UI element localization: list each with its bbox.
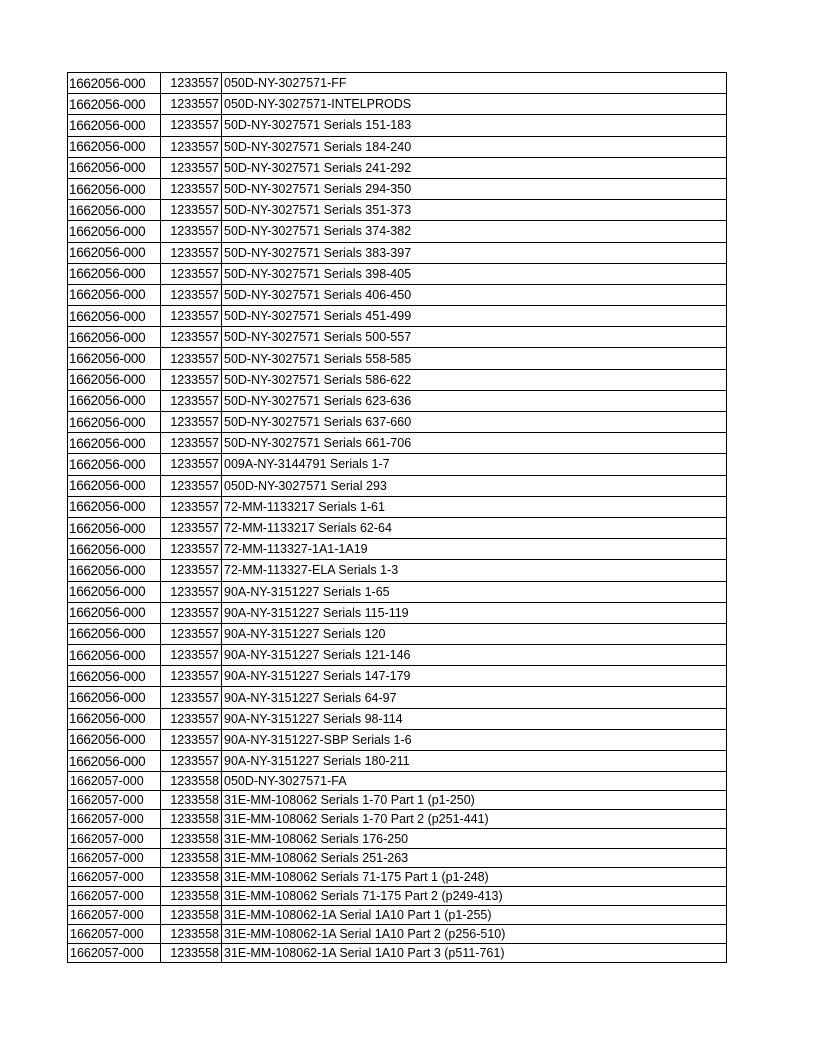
cell-request-number: 1662056-000 [68,560,161,581]
cell-file-description: 50D-NY-3027571 Serials 623-636 [222,390,727,411]
cell-file-description: 50D-NY-3027571 Serials 558-585 [222,348,727,369]
cell-request-number: 1662056-000 [68,602,161,623]
cell-file-description: 50D-NY-3027571 Serials 241-292 [222,157,727,178]
cell-request-number: 1662057-000 [68,810,161,829]
cell-record-number: 1233558 [161,886,222,905]
cell-request-number: 1662056-000 [68,496,161,517]
records-table [67,72,727,963]
table-row [68,924,727,943]
cell-file-description: 31E-MM-108062 Serials 176-250 [222,829,727,848]
cell-file-description: 50D-NY-3027571 Serials 184-240 [222,136,727,157]
cell-record-number: 1233557 [161,242,222,263]
cell-record-number: 1233558 [161,944,222,963]
table-row [68,729,727,750]
cell-request-number: 1662057-000 [68,905,161,924]
cell-request-number: 1662057-000 [68,829,161,848]
cell-request-number: 1662056-000 [68,708,161,729]
cell-file-description: 50D-NY-3027571 Serials 294-350 [222,178,727,199]
cell-record-number: 1233557 [161,729,222,750]
cell-record-number: 1233557 [161,496,222,517]
cell-request-number: 1662056-000 [68,729,161,750]
cell-file-description: 31E-MM-108062 Serials 71-175 Part 2 (p249-413) [222,886,727,905]
cell-request-number: 1662056-000 [68,581,161,602]
cell-file-description: 90A-NY-3151227 Serials 121-146 [222,645,727,666]
cell-record-number: 1233557 [161,602,222,623]
cell-request-number: 1662056-000 [68,263,161,284]
table-row [68,496,727,517]
table-row [68,306,727,327]
cell-request-number: 1662057-000 [68,772,161,791]
table-row [68,687,727,708]
cell-request-number: 1662056-000 [68,178,161,199]
cell-record-number: 1233557 [161,454,222,475]
cell-request-number: 1662056-000 [68,475,161,496]
cell-request-number: 1662056-000 [68,390,161,411]
cell-record-number: 1233558 [161,829,222,848]
cell-file-description: 50D-NY-3027571 Serials 500-557 [222,327,727,348]
cell-file-description: 90A-NY-3151227 Serials 98-114 [222,708,727,729]
cell-file-description: 050D-NY-3027571-FA [222,772,727,791]
cell-record-number: 1233557 [161,200,222,221]
cell-record-number: 1233558 [161,905,222,924]
table-row [68,867,727,886]
cell-request-number: 1662056-000 [68,242,161,263]
cell-request-number: 1662057-000 [68,886,161,905]
cell-record-number: 1233557 [161,560,222,581]
cell-file-description: 009A-NY-3144791 Serials 1-7 [222,454,727,475]
cell-record-number: 1233557 [161,751,222,772]
table-row [68,157,727,178]
table-row [68,560,727,581]
table-row [68,645,727,666]
cell-file-description: 31E-MM-108062 Serials 1-70 Part 1 (p1-250) [222,791,727,810]
table-row [68,263,727,284]
cell-request-number: 1662056-000 [68,433,161,454]
table-row [68,221,727,242]
cell-request-number: 1662056-000 [68,687,161,708]
table-row [68,791,727,810]
cell-file-description: 31E-MM-108062 Serials 71-175 Part 1 (p1-248) [222,867,727,886]
table-row [68,284,727,305]
cell-file-description: 50D-NY-3027571 Serials 451-499 [222,306,727,327]
cell-file-description: 90A-NY-3151227 Serials 64-97 [222,687,727,708]
cell-file-description: 50D-NY-3027571 Serials 151-183 [222,115,727,136]
table-row [68,666,727,687]
cell-request-number: 1662056-000 [68,221,161,242]
cell-record-number: 1233557 [161,666,222,687]
cell-file-description: 31E-MM-108062 Serials 251-263 [222,848,727,867]
table-row [68,454,727,475]
cell-request-number: 1662056-000 [68,94,161,115]
cell-record-number: 1233557 [161,369,222,390]
cell-record-number: 1233557 [161,115,222,136]
cell-file-description: 31E-MM-108062-1A Serial 1A10 Part 1 (p1-255) [222,905,727,924]
table-row [68,772,727,791]
cell-record-number: 1233558 [161,772,222,791]
table-row [68,905,727,924]
cell-file-description: 72-MM-1133217 Serials 62-64 [222,517,727,538]
cell-request-number: 1662057-000 [68,944,161,963]
cell-file-description: 31E-MM-108062-1A Serial 1A10 Part 3 (p511-761) [222,944,727,963]
cell-file-description: 50D-NY-3027571 Serials 374-382 [222,221,727,242]
table-row [68,886,727,905]
cell-request-number: 1662057-000 [68,791,161,810]
cell-record-number: 1233557 [161,73,222,94]
cell-record-number: 1233557 [161,433,222,454]
table-row [68,136,727,157]
table-row [68,348,727,369]
table-row [68,944,727,963]
table-row [68,848,727,867]
table-row [68,433,727,454]
table-row [68,200,727,221]
cell-file-description: 90A-NY-3151227 Serials 115-119 [222,602,727,623]
cell-file-description: 50D-NY-3027571 Serials 661-706 [222,433,727,454]
cell-request-number: 1662057-000 [68,867,161,886]
cell-file-description: 90A-NY-3151227-SBP Serials 1-6 [222,729,727,750]
cell-record-number: 1233557 [161,412,222,433]
cell-record-number: 1233557 [161,623,222,644]
cell-record-number: 1233557 [161,645,222,666]
table-row [68,475,727,496]
cell-file-description: 50D-NY-3027571 Serials 398-405 [222,263,727,284]
cell-request-number: 1662056-000 [68,666,161,687]
cell-request-number: 1662056-000 [68,517,161,538]
cell-file-description: 50D-NY-3027571 Serials 586-622 [222,369,727,390]
cell-record-number: 1233557 [161,157,222,178]
table-row [68,115,727,136]
cell-file-description: 72-MM-113327-1A1-1A19 [222,539,727,560]
cell-request-number: 1662056-000 [68,751,161,772]
cell-request-number: 1662056-000 [68,645,161,666]
cell-request-number: 1662056-000 [68,284,161,305]
cell-request-number: 1662056-000 [68,412,161,433]
cell-record-number: 1233557 [161,178,222,199]
cell-record-number: 1233557 [161,348,222,369]
cell-request-number: 1662056-000 [68,73,161,94]
cell-request-number: 1662056-000 [68,348,161,369]
cell-record-number: 1233558 [161,791,222,810]
cell-record-number: 1233557 [161,517,222,538]
records-table-body [68,73,727,963]
table-row [68,623,727,644]
cell-file-description: 50D-NY-3027571 Serials 383-397 [222,242,727,263]
cell-file-description: 72-MM-1133217 Serials 1-61 [222,496,727,517]
cell-file-description: 31E-MM-108062-1A Serial 1A10 Part 2 (p256-510) [222,924,727,943]
cell-record-number: 1233558 [161,848,222,867]
cell-file-description: 31E-MM-108062 Serials 1-70 Part 2 (p251-441) [222,810,727,829]
table-row [68,178,727,199]
cell-file-description: 50D-NY-3027571 Serials 406-450 [222,284,727,305]
cell-file-description: 50D-NY-3027571 Serials 637-660 [222,412,727,433]
cell-record-number: 1233557 [161,306,222,327]
table-row [68,602,727,623]
cell-request-number: 1662056-000 [68,306,161,327]
cell-request-number: 1662056-000 [68,327,161,348]
cell-file-description: 72-MM-113327-ELA Serials 1-3 [222,560,727,581]
cell-record-number: 1233558 [161,924,222,943]
cell-request-number: 1662057-000 [68,848,161,867]
cell-record-number: 1233558 [161,810,222,829]
cell-record-number: 1233557 [161,263,222,284]
cell-request-number: 1662056-000 [68,136,161,157]
table-row [68,242,727,263]
table-row [68,369,727,390]
cell-record-number: 1233558 [161,867,222,886]
table-row [68,539,727,560]
cell-record-number: 1233557 [161,708,222,729]
cell-record-number: 1233557 [161,94,222,115]
cell-request-number: 1662056-000 [68,539,161,560]
cell-record-number: 1233557 [161,390,222,411]
cell-file-description: 90A-NY-3151227 Serials 180-211 [222,751,727,772]
cell-record-number: 1233557 [161,539,222,560]
table-row [68,327,727,348]
cell-request-number: 1662056-000 [68,115,161,136]
cell-file-description: 90A-NY-3151227 Serials 1-65 [222,581,727,602]
cell-request-number: 1662056-000 [68,369,161,390]
cell-record-number: 1233557 [161,221,222,242]
table-row [68,751,727,772]
cell-record-number: 1233557 [161,475,222,496]
cell-file-description: 050D-NY-3027571 Serial 293 [222,475,727,496]
cell-record-number: 1233557 [161,284,222,305]
cell-request-number: 1662056-000 [68,200,161,221]
cell-file-description: 050D-NY-3027571-FF [222,73,727,94]
cell-file-description: 50D-NY-3027571 Serials 351-373 [222,200,727,221]
cell-record-number: 1233557 [161,136,222,157]
table-row [68,517,727,538]
table-row [68,581,727,602]
table-row [68,412,727,433]
cell-record-number: 1233557 [161,687,222,708]
table-row [68,829,727,848]
table-row [68,73,727,94]
cell-record-number: 1233557 [161,581,222,602]
cell-request-number: 1662056-000 [68,454,161,475]
cell-request-number: 1662056-000 [68,623,161,644]
table-row [68,810,727,829]
cell-file-description: 90A-NY-3151227 Serials 147-179 [222,666,727,687]
cell-request-number: 1662056-000 [68,157,161,178]
cell-record-number: 1233557 [161,327,222,348]
table-row [68,390,727,411]
cell-file-description: 90A-NY-3151227 Serials 120 [222,623,727,644]
table-row [68,94,727,115]
cell-file-description: 050D-NY-3027571-INTELPRODS [222,94,727,115]
table-row [68,708,727,729]
cell-request-number: 1662057-000 [68,924,161,943]
